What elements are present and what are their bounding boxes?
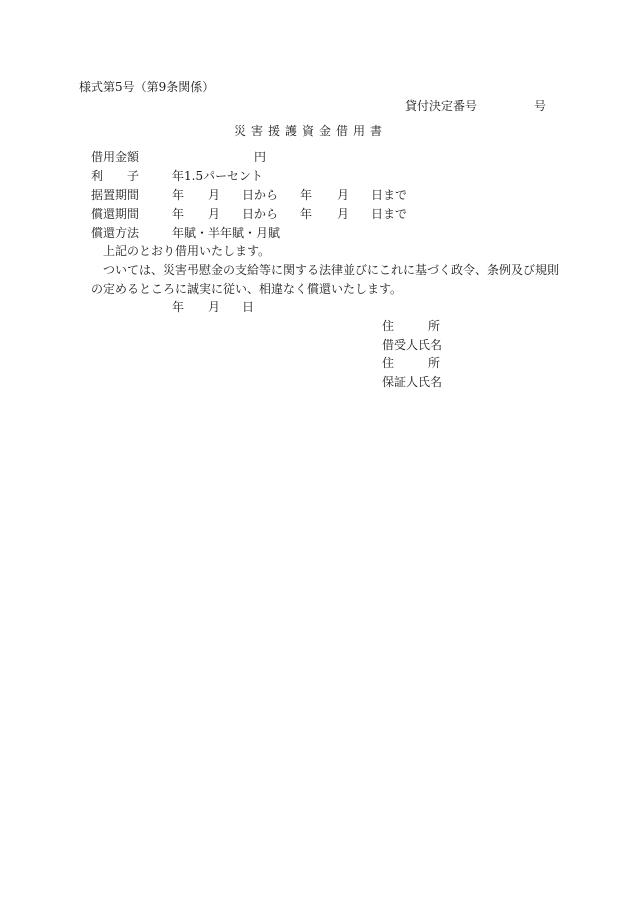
amount-label: 借用金額 <box>91 150 140 164</box>
amount-unit: 円 <box>254 150 267 164</box>
repayment-label: 償還期間 <box>91 207 140 221</box>
repayment-month2: 月 <box>337 207 350 221</box>
date-month: 月 <box>208 300 221 314</box>
borrower-address-row <box>0 320 630 334</box>
borrower-name-row <box>0 339 630 353</box>
guarantor-address-label-a: 住 <box>382 356 395 370</box>
repayment-year1: 年 <box>172 207 185 221</box>
interest-row <box>0 170 630 184</box>
form-id: 様式第5号（第9条関係） <box>79 80 215 94</box>
deferral-until: 日まで <box>371 188 408 202</box>
repayment-until: 日まで <box>371 207 408 221</box>
interest-label-a: 利 <box>91 169 104 183</box>
body-paragraph-2-line-2: の定めるところに誠実に従い、相違なく償還いたします。 <box>91 282 403 296</box>
date-day: 日 <box>242 300 255 314</box>
amount-row <box>0 151 630 165</box>
date-year: 年 <box>172 300 185 314</box>
guarantor-address-row <box>0 357 630 371</box>
guarantor-address-label-b: 所 <box>428 356 441 370</box>
repayment-from: 日から <box>242 207 279 221</box>
deferral-year1: 年 <box>172 188 185 202</box>
deferral-row <box>0 189 630 203</box>
guarantor-name-label: 保証人氏名 <box>382 375 443 389</box>
method-row <box>0 227 630 241</box>
deferral-month1: 月 <box>208 188 221 202</box>
borrower-address-label-b: 所 <box>428 319 441 333</box>
repayment-year2: 年 <box>300 207 313 221</box>
repayment-row <box>0 208 630 222</box>
interest-label-b: 子 <box>127 169 140 183</box>
body-paragraph-2-line-1: ついては、災害弔慰金の支給等に関する法律並びにこれに基づく政令、条例及び規則 <box>103 263 560 277</box>
decision-number-label: 貸付決定番号 <box>405 99 478 113</box>
deferral-label: 据置期間 <box>91 188 140 202</box>
method-value: 年賦・半年賦・月賦 <box>172 226 281 240</box>
decision-number-unit: 号 <box>534 99 547 113</box>
deferral-from: 日から <box>242 188 279 202</box>
deferral-month2: 月 <box>337 188 350 202</box>
borrower-name-label: 借受人氏名 <box>382 338 443 352</box>
document-title: 災害援護資金借用書 <box>234 124 388 138</box>
interest-value: 年1.5パーセント <box>172 169 263 183</box>
method-label: 償還方法 <box>91 226 140 240</box>
deferral-year2: 年 <box>300 188 313 202</box>
guarantor-name-row <box>0 376 630 390</box>
borrower-address-label-a: 住 <box>382 319 395 333</box>
body-paragraph-1: 上記のとおり借用いたします。 <box>103 244 271 258</box>
repayment-month1: 月 <box>208 207 221 221</box>
date-line <box>0 301 630 315</box>
